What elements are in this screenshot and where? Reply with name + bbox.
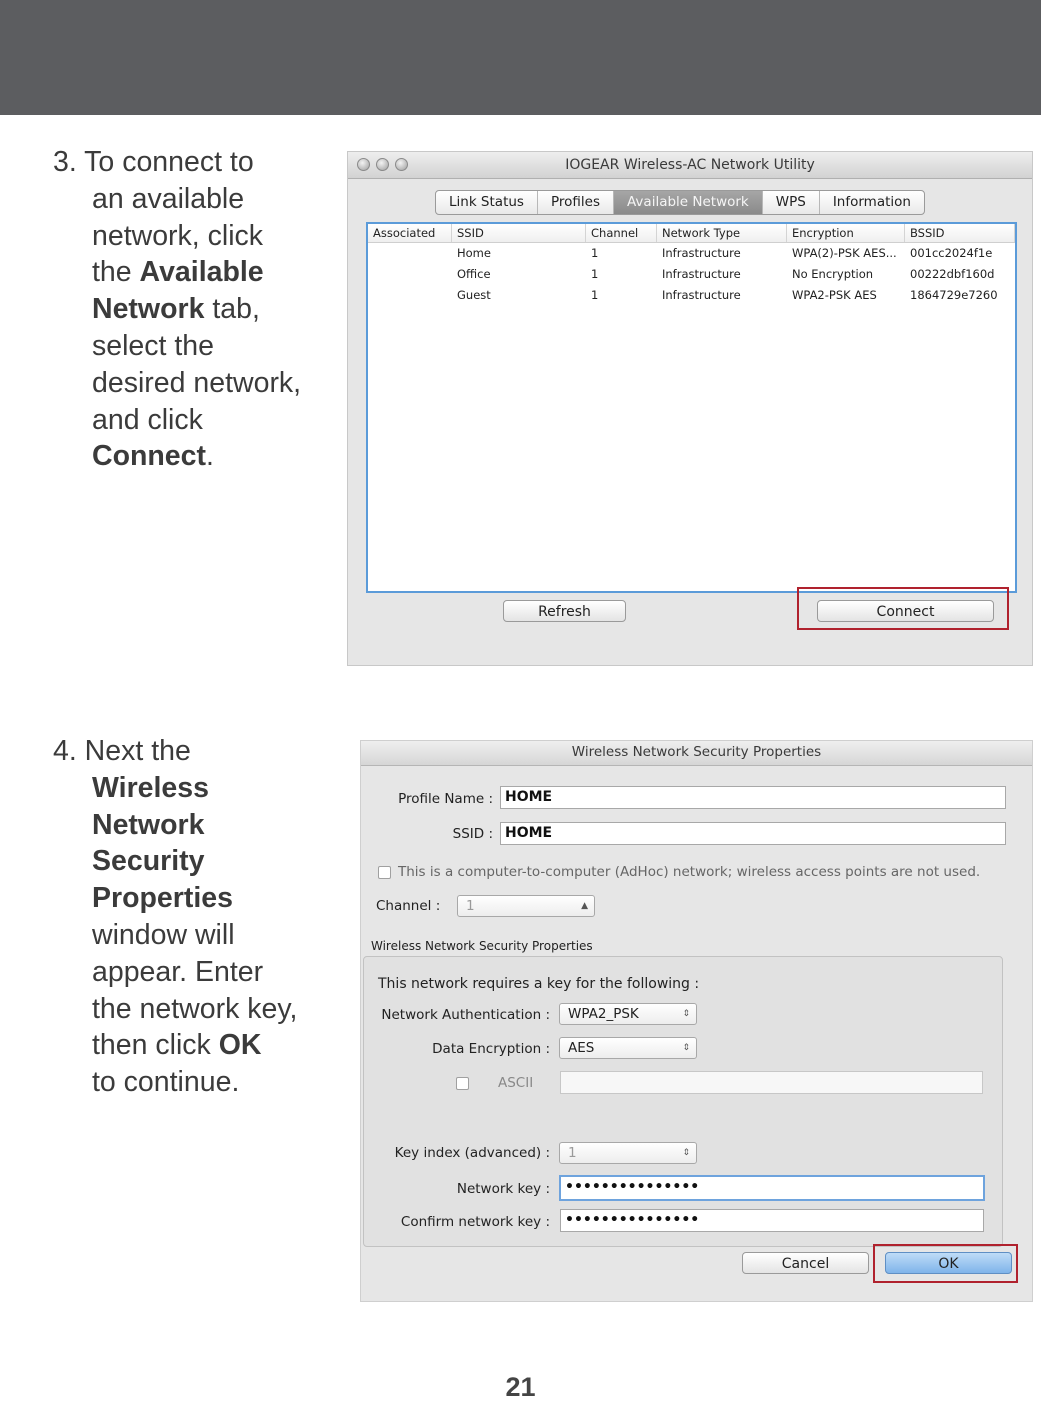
ok-highlight-box (873, 1244, 1018, 1283)
emphasized-term: Network (92, 808, 205, 841)
header-bar (0, 0, 1041, 115)
network-authentication-value: WPA2_PSK (568, 1006, 639, 1022)
network-row[interactable] (368, 243, 1015, 264)
column-header-network-type[interactable]: Network Type (657, 224, 787, 242)
data-encryption-select[interactable] (559, 1037, 697, 1059)
network-row[interactable] (368, 285, 1015, 306)
tab-information[interactable]: Information (832, 194, 911, 210)
instruction-line: 4. Next the (53, 735, 191, 767)
cell-encryption: WPA(2)-PSK AES... (792, 246, 897, 260)
network-authentication-label: Network Authentication : (381, 1007, 550, 1023)
emphasized-term: Properties (92, 882, 233, 915)
network-utility-window (347, 151, 1033, 666)
tab-bar (435, 190, 925, 215)
chevron-updown-icon: ⇕ (682, 1148, 690, 1158)
tab-profiles[interactable]: Profiles (538, 191, 614, 214)
instruction-line: and click (92, 403, 203, 436)
tab-wps[interactable]: WPS (763, 191, 820, 214)
window-titlebar (348, 152, 1032, 179)
step3-instructions (53, 144, 301, 475)
ssid-label: SSID : (452, 826, 493, 842)
channel-value: 1 (466, 898, 475, 914)
instruction-line: desired network, (92, 366, 302, 399)
requires-key-text: This network requires a key for the following : (378, 976, 700, 992)
column-header-associated[interactable]: Associated (368, 224, 452, 242)
cell-associated (368, 243, 452, 264)
emphasized-term: Security (92, 845, 205, 878)
step4-instructions (53, 733, 297, 1101)
confirm-network-key-input[interactable]: ••••••••••••••• (560, 1209, 984, 1232)
profile-name-input[interactable]: HOME (500, 786, 1006, 809)
instruction-line (53, 770, 297, 807)
channel-select[interactable] (457, 895, 595, 917)
emphasized-term: Connect (92, 440, 206, 473)
instruction-line: an available (92, 182, 245, 215)
instruction-line: then click OK (92, 1029, 262, 1062)
adhoc-checkbox[interactable] (378, 866, 391, 879)
cell-channel: 1 (591, 288, 599, 302)
connect-button[interactable]: Connect (817, 600, 994, 622)
key-index-value: 1 (568, 1145, 577, 1161)
cell-bssid: 1864729e7260 (910, 288, 998, 302)
network-key-label: Network key : (456, 1181, 550, 1197)
stepper-arrows-icon: ▲ (581, 901, 588, 911)
instruction-line: to continue. (92, 1066, 240, 1099)
profile-name-label: Profile Name : (398, 791, 493, 807)
cell-network-type: Infrastructure (662, 288, 741, 302)
security-properties-window (360, 740, 1033, 1302)
tab-available-network[interactable]: Available Network (614, 191, 763, 214)
data-encryption-label: Data Encryption : (432, 1041, 550, 1057)
instruction-line: appear. Enter (92, 955, 264, 988)
column-header-ssid[interactable]: SSID (452, 224, 586, 242)
security-group-box (363, 956, 1003, 1247)
cell-network-type: Infrastructure (662, 246, 741, 260)
instruction-line: the network key, (92, 992, 298, 1025)
data-encryption-value: AES (568, 1040, 595, 1056)
instruction-line: network, click (92, 219, 264, 252)
connect-highlight-box (797, 587, 1009, 630)
window-title: IOGEAR Wireless-AC Network Utility (565, 157, 815, 173)
network-row[interactable] (368, 264, 1015, 285)
list-body (368, 243, 1015, 306)
network-key-input[interactable]: ••••••••••••••• (559, 1175, 985, 1201)
cell-channel: 1 (591, 246, 599, 260)
emphasized-term: OK (218, 1029, 262, 1062)
instruction-line: Connect. (92, 440, 214, 473)
window-title: Wireless Network Security Properties (361, 741, 1032, 766)
available-network-list[interactable] (366, 222, 1017, 593)
column-header-bssid[interactable]: BSSID (905, 224, 1015, 242)
ssid-input[interactable]: HOME (500, 822, 1006, 845)
cell-ssid: Office (457, 267, 491, 281)
list-header (368, 224, 1015, 243)
page-number: 21 (505, 1372, 536, 1402)
adhoc-label: This is a computer-to-computer (AdHoc) network; wireless access points are not used. (398, 864, 981, 880)
tab-link-status[interactable]: Link Status (436, 191, 538, 214)
emphasized-term: Network (92, 293, 205, 326)
cell-network-type: Infrastructure (662, 267, 741, 281)
key-index-select[interactable] (559, 1142, 697, 1164)
cell-ssid: Guest (457, 288, 491, 302)
chevron-updown-icon: ⇕ (682, 1043, 690, 1053)
confirm-network-key-label: Confirm network key : (400, 1214, 550, 1230)
cell-associated (368, 285, 452, 306)
cell-bssid: 001cc2024f1e (910, 246, 993, 260)
instruction-line: Network tab, (92, 293, 260, 326)
cell-channel: 1 (591, 267, 599, 281)
instruction-line: select the (92, 329, 214, 362)
instruction-line (53, 843, 297, 880)
security-group-title: Wireless Network Security Properties (371, 939, 593, 953)
channel-label: Channel : (376, 898, 441, 914)
instruction-line: 3. To connect to (53, 146, 254, 178)
instruction-line: the Available (92, 256, 264, 289)
cell-encryption: No Encryption (792, 267, 874, 281)
ascii-checkbox[interactable] (456, 1077, 469, 1090)
cell-bssid: 00222dbf160d (910, 267, 995, 281)
instruction-line (53, 880, 297, 917)
cell-associated (368, 264, 452, 285)
instruction-line (53, 807, 297, 844)
ascii-label: ASCII (498, 1075, 534, 1091)
emphasized-term: Available (139, 256, 264, 289)
instruction-line: window will (92, 918, 235, 951)
ok-button[interactable]: OK (885, 1252, 1012, 1274)
column-header-encryption[interactable]: Encryption (787, 224, 905, 242)
emphasized-term: Wireless (92, 771, 209, 804)
cell-ssid: Home (457, 246, 491, 260)
cell-encryption: WPA2-PSK AES (792, 288, 877, 302)
key-index-label: Key index (advanced) : (394, 1145, 550, 1161)
column-header-channel[interactable]: Channel (586, 224, 657, 242)
ascii-input[interactable] (560, 1071, 983, 1094)
network-authentication-select[interactable] (559, 1003, 697, 1025)
refresh-button[interactable]: Refresh (503, 600, 626, 622)
chevron-updown-icon: ⇕ (682, 1009, 690, 1019)
cancel-button[interactable]: Cancel (742, 1252, 869, 1274)
